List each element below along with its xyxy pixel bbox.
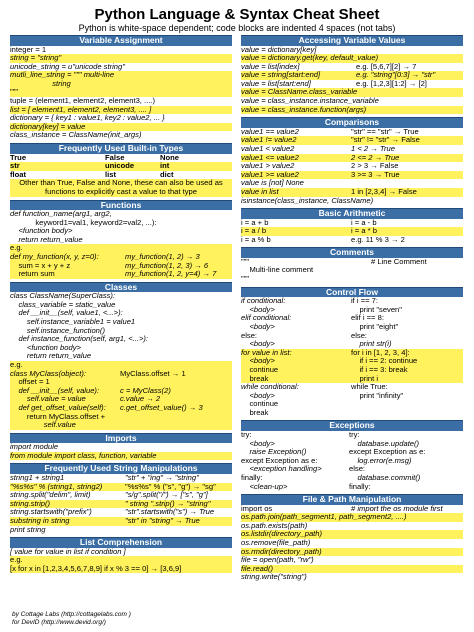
code-cell: print "infinity" [351, 391, 404, 400]
code-cell: i = a % b [241, 235, 271, 244]
code-cell: def __init__(self, value1, <...>): [10, 309, 123, 318]
code-line [241, 548, 463, 557]
code-cell: c = MyClass(2) [120, 386, 171, 395]
code-cell: e.g. [5,6,7][2] → 7 [356, 62, 417, 71]
code-cell: string.startswith("prefix") [10, 508, 92, 517]
code-line [241, 314, 463, 323]
code-line [10, 548, 232, 557]
code-cell: log.error(e.msg) [349, 456, 412, 465]
code-line [241, 448, 463, 457]
code-cell: """ [241, 257, 250, 266]
code-line [10, 344, 232, 353]
code-cell: c.get_offset_value() → 3 [120, 403, 203, 412]
code-cell: e.g. [10, 556, 23, 565]
section-basic-arithmetic [241, 208, 463, 244]
code-cell: return return_value [10, 235, 83, 244]
code-cell: except Exception as e: [349, 448, 426, 457]
code-cell: "%s%s" % ("s", "g") → "sg" [125, 482, 216, 491]
code-cell: print i [351, 374, 379, 383]
code-cell: print str(i) [351, 340, 392, 349]
code-cell: import os [241, 504, 273, 513]
code-cell: for i in [1, 2, 3, 4]: [351, 348, 410, 357]
code-line [241, 457, 463, 466]
section-frequently-used-string-manipulations [10, 463, 232, 534]
code-cell: keyword1=val1, keyword2=val2, ...): [10, 218, 157, 227]
footer-credit-devid: for DevID (http://www.devid.org/) [12, 618, 106, 626]
left-column [10, 35, 232, 585]
code-cell: my_function(1, 2, y=4) → 7 [125, 270, 217, 279]
code-line [10, 452, 232, 461]
code-cell: if conditional: [241, 297, 286, 306]
code-cell: # import the os module first [351, 504, 443, 513]
code-line [10, 179, 232, 196]
code-cell: dict [160, 170, 174, 179]
code-cell: 3 >= 3 → True [351, 170, 400, 179]
code-cell: "str" + "ing" → "string" [125, 473, 199, 482]
code-cell: while True: [351, 383, 388, 392]
code-line [241, 219, 463, 228]
code-line [241, 513, 463, 522]
code-line [10, 219, 232, 228]
code-line [241, 474, 463, 483]
code-cell: continue [241, 400, 279, 409]
code-cell: """ [241, 275, 250, 284]
code-line [10, 565, 232, 574]
code-cell: os.listdir(directory_path) [241, 530, 323, 539]
code-cell: return sum [10, 270, 55, 279]
code-cell: <function body> [10, 227, 73, 236]
code-line [241, 383, 463, 392]
code-line [10, 210, 232, 219]
code-cell: elif conditional: [241, 314, 292, 323]
code-cell: value = dictionary[key] [241, 45, 317, 54]
code-line [10, 171, 232, 180]
code-cell: e.g. [1,2,3][1:2] → [2] [356, 79, 427, 88]
code-line [10, 387, 232, 396]
code-cell: value = class_instance.function(args) [241, 105, 367, 114]
code-line [241, 258, 463, 267]
code-cell: " string ".strip() → "string" [125, 499, 211, 508]
code-cell: unicode [105, 162, 135, 171]
code-cell: "str" in "string" → True [125, 516, 200, 525]
code-cell: self.instance_variable1 = value1 [10, 318, 136, 327]
section-title: Frequently Used Built-in Types [10, 143, 232, 154]
code-line [241, 227, 463, 236]
code-line [241, 88, 463, 97]
code-cell: def get_offset_value(self): [10, 403, 106, 412]
code-cell: elif i == 8: [351, 314, 384, 323]
code-cell: [ value for value in list if condition ] [10, 547, 126, 556]
code-cell: "str" == "str" → True [351, 127, 419, 136]
code-cell: "str".startswith("s") → True [125, 508, 215, 517]
code-line [241, 332, 463, 341]
code-cell: <body> [241, 340, 275, 349]
code-cell: def function_name(arg1, arg2, [10, 210, 112, 218]
code-cell: <body> [241, 322, 275, 331]
code-cell: def instance_function(self, arg1, <...>): [10, 335, 149, 344]
code-line [241, 522, 463, 531]
code-cell: # Line Comment [371, 257, 427, 266]
code-cell: <clean-up> [241, 482, 288, 491]
code-cell: raise Exception() [241, 448, 307, 457]
code-line [241, 154, 463, 163]
code-cell: value1 < value2 [241, 144, 295, 153]
code-cell: os.path.exists(path) [241, 521, 308, 530]
code-cell: except Exception as e: [241, 456, 318, 465]
section-imports [10, 433, 232, 461]
code-cell: for value in list: [241, 348, 292, 357]
code-line [10, 413, 232, 422]
code-line [10, 244, 232, 253]
note-text: Other than True, False and None, these can also be used as functions to explicitly cast a value to that type [19, 179, 223, 196]
code-cell: <body> [241, 305, 275, 314]
code-line [241, 97, 463, 106]
code-cell: print "eight" [351, 322, 399, 331]
code-cell: unicode_string = u"unicode string" [10, 62, 125, 71]
code-cell: sum = x + y + z [10, 261, 71, 270]
code-line [10, 301, 232, 310]
code-line [241, 323, 463, 332]
code-line [10, 46, 232, 55]
code-line [241, 136, 463, 145]
code-line [241, 236, 463, 245]
section-title: Functions [10, 200, 232, 211]
code-line [10, 556, 232, 565]
code-line [241, 80, 463, 89]
code-line [10, 335, 232, 344]
code-cell: value1 == value2 [241, 127, 299, 136]
section-title: Comparisons [241, 117, 463, 128]
section-title: Comments [241, 247, 463, 258]
code-cell: os.remove(file_path) [241, 539, 311, 547]
code-cell: 2 <= 2 → True [351, 153, 400, 162]
code-cell: else: [241, 331, 258, 340]
code-cell: string = "string" [10, 54, 62, 63]
code-cell: "%s%s" % (string1, string2) [10, 482, 103, 491]
code-cell: e.g. [10, 361, 23, 369]
code-cell: value = list[index] [241, 62, 300, 71]
code-cell: e.g. "string"[0:3] → "str" [356, 71, 436, 80]
code-line [241, 54, 463, 63]
code-line [10, 508, 232, 517]
code-cell: tuple = (element1, element2, element3, ....) [10, 97, 155, 106]
code-cell: i = a / b [241, 227, 267, 236]
section-title: Basic Arithmetic [241, 208, 463, 219]
code-line [241, 573, 463, 582]
code-cell: while conditional: [241, 383, 299, 392]
code-line [241, 71, 463, 80]
section-variable-assignment [10, 35, 232, 140]
code-line [10, 517, 232, 526]
code-cell: float [10, 170, 27, 179]
code-line [10, 352, 232, 361]
code-cell: value1 != value2 [241, 136, 297, 145]
code-cell: finally: [349, 482, 371, 491]
section-list-comprehension [10, 537, 232, 573]
section-title: Control Flow [241, 287, 463, 298]
code-cell: int [160, 162, 170, 171]
code-line [241, 63, 463, 72]
code-line [10, 71, 232, 80]
code-cell: value in list [241, 187, 279, 196]
code-cell: from module import class, function, variable [10, 451, 157, 460]
code-cell: value1 > value2 [241, 162, 295, 171]
code-cell: 1 in [2,3,4] → False [351, 187, 417, 196]
code-line [241, 556, 463, 565]
code-cell: self.value [10, 421, 76, 430]
code-cell: try: [349, 430, 360, 439]
code-line [241, 145, 463, 154]
code-cell: value = list[start:end] [241, 79, 311, 88]
code-line [241, 128, 463, 137]
code-line [241, 275, 463, 284]
code-line [10, 309, 232, 318]
section-frequently-used-built-in-types [10, 143, 232, 196]
code-cell: os.rmdir(directory_path) [241, 547, 322, 556]
code-cell: None [160, 153, 179, 162]
code-cell: <body> [241, 357, 275, 366]
code-line [10, 106, 232, 115]
code-cell: MyClass.offset → 1 [120, 369, 186, 378]
section-title: Classes [10, 282, 232, 293]
code-cell: try: [241, 430, 252, 439]
code-cell: <exception handling> [241, 465, 322, 474]
code-line [10, 54, 232, 63]
code-line [10, 378, 232, 387]
code-cell: if i == 3: break [351, 365, 408, 374]
code-cell: string.split("delim", limit) [10, 491, 91, 500]
code-cell: string.write("string") [241, 573, 307, 582]
code-cell: def my_function(x, y, z=0): [10, 252, 99, 261]
footer-credit-cottagelabs: by Cottage Labs (http://cottagelabs.com ) [12, 611, 131, 618]
code-cell: string1 + string1 [10, 473, 65, 482]
section-comparisons [241, 117, 463, 205]
code-cell: dictionary = { key1 : value1, key2 : value2, ... } [10, 114, 165, 123]
section-title: Accessing Variable Values [241, 35, 463, 46]
code-line [10, 97, 232, 106]
code-line [10, 63, 232, 72]
code-line [10, 370, 232, 379]
code-cell: print "seven" [351, 305, 402, 314]
code-line [241, 392, 463, 401]
code-cell: break [241, 374, 269, 383]
code-cell: break [241, 408, 269, 417]
code-cell: string [10, 79, 71, 88]
code-line [241, 171, 463, 180]
code-line [241, 188, 463, 197]
code-line [241, 46, 463, 55]
code-line [241, 297, 463, 306]
code-cell: class_instance = ClassName(init_args) [10, 131, 142, 140]
section-title: Imports [10, 433, 232, 444]
code-line [10, 395, 232, 404]
columns [10, 35, 464, 585]
code-line [10, 88, 232, 97]
section-title: File & Path Manipulation [241, 494, 463, 505]
code-line [241, 483, 463, 492]
code-line [241, 530, 463, 539]
code-line [241, 179, 463, 188]
code-cell: "s/g".split("/") → ["s", "g"] [125, 491, 208, 500]
code-line [241, 162, 463, 171]
code-line [10, 270, 232, 279]
code-cell: if i == 7: [351, 297, 379, 306]
code-cell: [x for x in [1,2,3,4,5,6,7,8,9] if x % 3 == 0] → [3,6,9] [10, 564, 182, 573]
code-line [10, 404, 232, 413]
code-cell: dictionary[key] = value [10, 122, 86, 131]
code-line [10, 262, 232, 271]
code-cell: class ClassName(SuperClass): [10, 292, 116, 301]
code-line [10, 227, 232, 236]
code-cell: """ [10, 88, 19, 97]
code-cell: string.strip() [10, 499, 51, 508]
code-cell: def __init__(self, value): [10, 386, 100, 395]
code-line [10, 491, 232, 500]
code-line [10, 131, 232, 140]
code-cell: e.g. 11 % 3 → 2 [351, 235, 405, 244]
code-cell: if i == 2: continue [351, 357, 418, 366]
footer [12, 611, 131, 626]
code-line [10, 500, 232, 509]
code-cell: print string [10, 525, 46, 534]
code-cell: class_variable = static_value [10, 300, 116, 309]
code-cell: return return_value [10, 352, 92, 361]
code-line [241, 409, 463, 418]
code-cell: my_function(1, 2) → 3 [125, 252, 200, 261]
code-line [10, 474, 232, 483]
section-comments [241, 247, 463, 283]
right-column [241, 35, 463, 585]
code-line [241, 400, 463, 409]
code-line [241, 106, 463, 115]
section-title: Variable Assignment [10, 35, 232, 46]
code-cell: Multi-line comment [241, 266, 314, 275]
code-cell: else: [351, 331, 368, 340]
page-title: Python Language & Syntax Cheat Sheet [94, 6, 380, 23]
code-cell: value is [not] None [241, 179, 304, 188]
code-cell: value = ClassName.class_variable [241, 88, 358, 97]
code-line [241, 431, 463, 440]
code-cell: value1 >= value2 [241, 170, 299, 179]
section-file-path-manipulation [241, 494, 463, 582]
code-cell: i = a - b [351, 218, 377, 227]
code-line [10, 253, 232, 262]
code-line [10, 162, 232, 171]
code-line [10, 292, 232, 301]
code-cell: self.value = value [10, 395, 86, 404]
section-control-flow [241, 287, 463, 418]
code-cell: mutli_line_string = """ multi-line [10, 71, 115, 80]
code-line [10, 526, 232, 535]
code-line [10, 483, 232, 492]
code-cell: False [105, 153, 125, 162]
code-cell: <body> [241, 391, 275, 400]
code-line [241, 375, 463, 384]
code-cell: "str" != "str" → False [351, 136, 420, 145]
section-accessing-variable-values [241, 35, 463, 114]
code-cell: <body> [241, 439, 275, 448]
code-line [241, 465, 463, 474]
code-cell: substring in string [10, 516, 70, 525]
code-cell: 2 > 3 → False [351, 162, 399, 171]
code-cell: database.commit() [349, 473, 421, 482]
code-line [10, 80, 232, 89]
code-cell: True [10, 153, 27, 162]
code-line [10, 421, 232, 430]
code-cell: offset = 1 [10, 378, 50, 387]
code-cell: finally: [241, 473, 263, 482]
code-line [10, 154, 232, 163]
code-cell: str [10, 162, 20, 171]
section-title: Frequently Used String Manipulations [10, 463, 232, 474]
code-cell: isinstance(class_instance, ClassName) [241, 196, 374, 205]
code-line [241, 266, 463, 275]
code-cell: value = class_instance.instance_variable [241, 97, 379, 106]
code-cell: list [105, 170, 116, 179]
code-cell: os.path.join(path_segment1, path_segment2, ....) [241, 513, 407, 522]
code-cell: <function body> [10, 343, 81, 352]
code-cell: value1 <= value2 [241, 153, 299, 162]
code-cell: 1 < 2 → True [351, 144, 395, 153]
code-cell: value = string[start:end] [241, 71, 321, 80]
code-cell: e.g. [10, 244, 23, 253]
section-exceptions [241, 420, 463, 491]
code-line [241, 306, 463, 315]
code-cell: integer = 1 [10, 45, 47, 54]
code-line [241, 349, 463, 358]
section-title: Exceptions [241, 420, 463, 431]
code-cell: list = [ element1, element2, element3, .... ] [10, 105, 152, 114]
code-cell: c.value → 2 [120, 395, 161, 404]
code-cell: continue [241, 365, 279, 374]
code-cell: i = a + b [241, 218, 269, 227]
code-line [241, 197, 463, 206]
code-cell: self.instance_function() [10, 326, 105, 335]
code-cell: my_function(1, 2, 3) → 6 [125, 261, 209, 270]
code-line [241, 340, 463, 349]
section-title: List Comprehension [10, 537, 232, 548]
code-cell: import module [10, 443, 59, 452]
section-functions [10, 200, 232, 279]
code-line [10, 327, 232, 336]
code-cell: value = dictionary.get(key, default_value) [241, 54, 379, 63]
code-line [241, 440, 463, 449]
code-line [241, 565, 463, 574]
code-cell: file.read() [241, 564, 274, 573]
code-line [10, 114, 232, 123]
code-cell: database.update() [349, 439, 420, 448]
code-cell: file = open(path, "rw") [241, 556, 314, 565]
code-line [10, 236, 232, 245]
code-line [241, 505, 463, 514]
code-line [10, 361, 232, 370]
code-line [241, 357, 463, 366]
section-classes [10, 282, 232, 430]
code-cell: else: [349, 465, 366, 474]
page-subtitle: Python is white-space dependent; code blocks are indented 4 spaces (not tabs) [78, 23, 396, 33]
code-line [10, 443, 232, 452]
code-line [241, 366, 463, 375]
code-cell: return MyClass.offset + [10, 412, 106, 421]
code-cell: class MyClass(object): [10, 369, 86, 378]
code-cell: i = a * b [351, 227, 377, 236]
code-line [241, 539, 463, 548]
code-line [10, 123, 232, 132]
code-line [10, 318, 232, 327]
